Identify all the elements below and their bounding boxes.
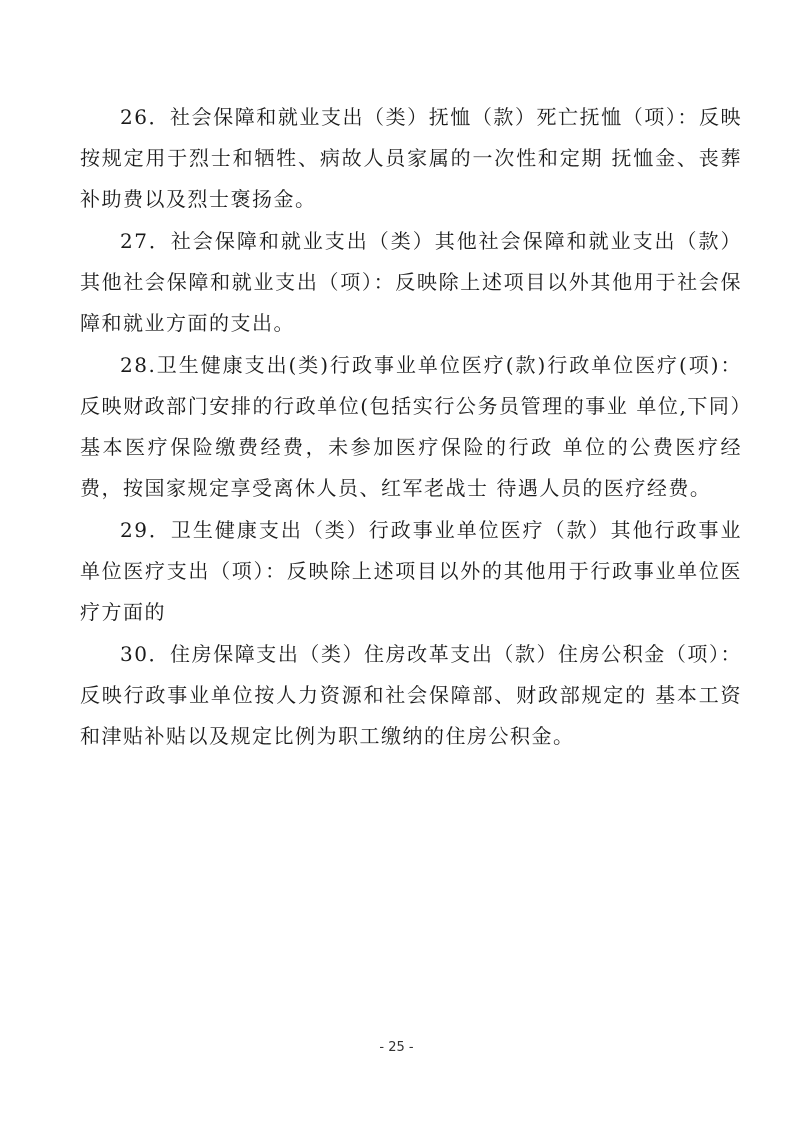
document-body	[80, 97, 742, 757]
paragraph-28: 28.卫生健康支出(类)行政事业单位医疗(款)行政单位医疗(项)：反映财政部门安排的行政单位(包括实行公务员管理的事业 单位,下同）基本医疗保险缴费经费，未参加医疗保险的行政 单位的公费医疗经费，按国家规定享受离休人员、红军老战士 待遇人员的医疗经费。	[80, 353, 742, 500]
paragraph-26: 26．社会保障和就业支出（类）抚恤（款）死亡抚恤（项）：反映按规定用于烈士和牺牲、病故人员家属的一次性和定期 抚恤金、丧葬补助费以及烈士褒扬金。	[80, 105, 742, 211]
paragraph-30: 30．住房保障支出（类）住房改革支出（款）住房公积金（项）：反映行政事业单位按人力资源和社会保障部、财政部规定的 基本工资和津贴补贴以及规定比例为职工缴纳的住房公积金。	[80, 642, 742, 748]
paragraph-29: 29．卫生健康支出（类）行政事业单位医疗（款）其他行政事业单位医疗支出（项）：反映除上述项目以外的其他用于行政事业单位医疗方面的	[80, 518, 742, 624]
page-number: - 25 -	[379, 1040, 414, 1055]
paragraph-27: 27．社会保障和就业支出（类）其他社会保障和就业支出（款）其他社会保障和就业支出（项）：反映除上述项目以外其他用于社会保障和就业方面的支出。	[80, 229, 742, 335]
